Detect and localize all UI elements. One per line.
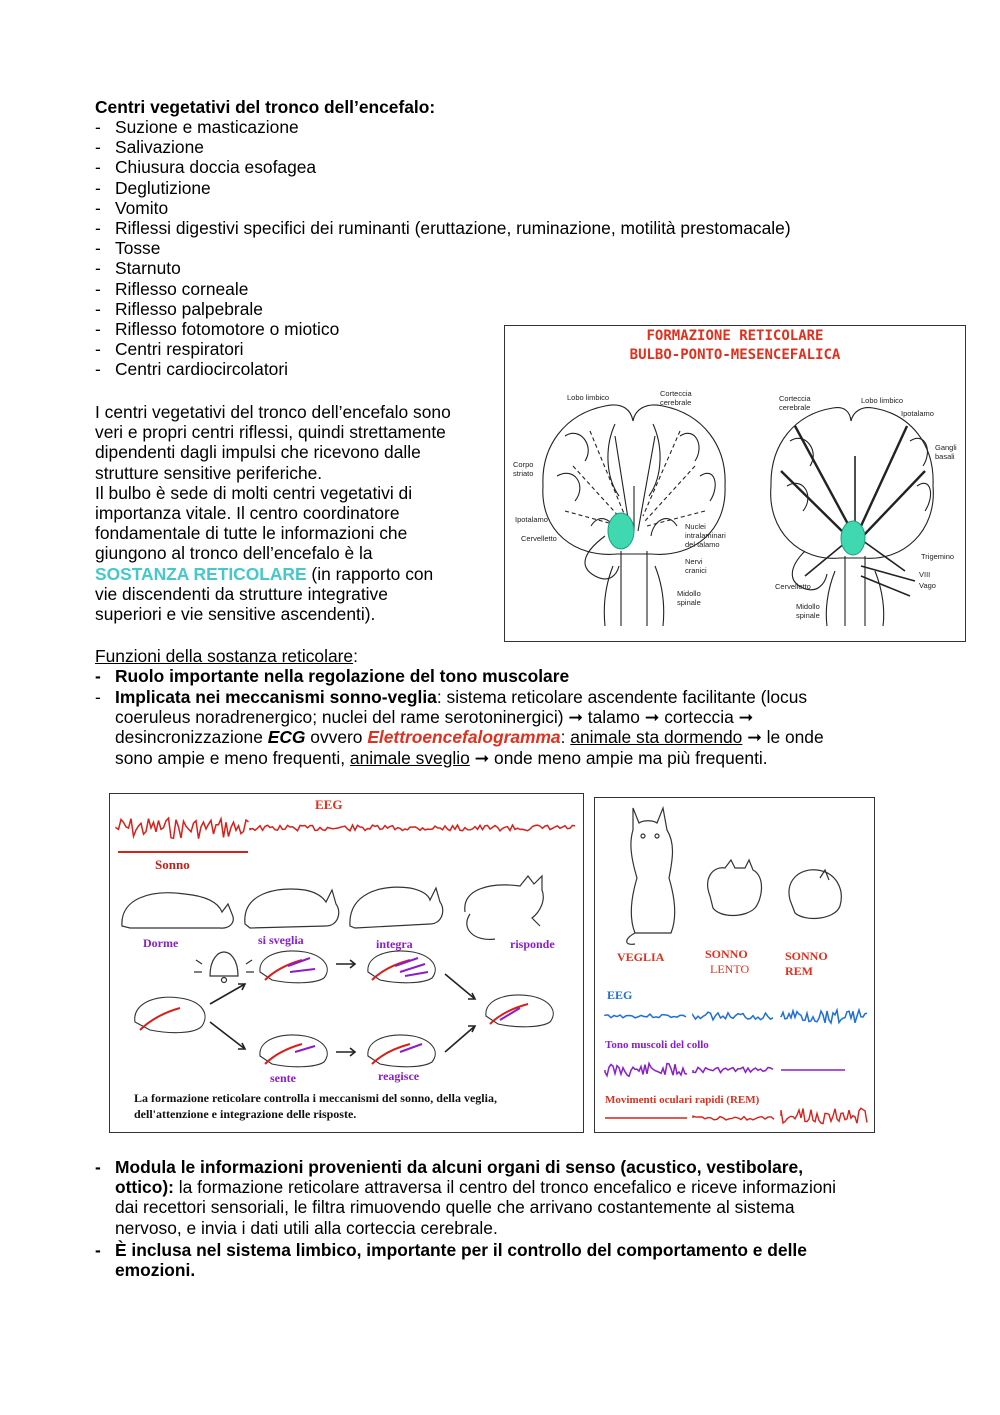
- eeg-term: Elettroencefalogramma: [367, 727, 561, 748]
- reticular-formation-diagram: [505, 326, 965, 641]
- list-item: Centri cardiocircolatori: [115, 359, 288, 380]
- svg-text:Ipotalamo: Ipotalamo: [515, 515, 548, 524]
- bullet-dash: -: [95, 218, 101, 238]
- bullet-dash: -: [95, 359, 101, 380]
- figure-reticular-formation: [504, 325, 966, 642]
- bullet-dash: -: [95, 177, 101, 198]
- figure-sleep-wake-cycle: [109, 793, 584, 1133]
- intro-paragraph: I centri vegetativi del tronco dell’encefalo sono veri e propri centri riflessi, quindi strettamente dipendenti dagli impulsi che ricevono dalle strutture sensitive periferiche. Il bulbo è sede di molti centri vegetativi di importanza vitale. Il centro coordinatore fondamentale di tutte le informazioni che giungono al tronco dell’encefalo è la SOSTANZA RETICOLARE (in rapporto con vie discendenti da strutture integrative superiori e vie sensitive ascendenti).: [95, 402, 451, 625]
- cat-stage-drawings: [627, 808, 842, 944]
- bullet-dash: -: [95, 298, 101, 319]
- svg-text:integra: integra: [376, 937, 413, 951]
- cat-drawings: [122, 876, 543, 939]
- svg-text:sente: sente: [270, 1071, 296, 1085]
- svg-text:VIII: VIII: [919, 570, 931, 579]
- bullet-dash: -: [95, 319, 101, 339]
- svg-text:Movimenti oculari rapidi (REM): Movimenti oculari rapidi (REM): [605, 1094, 760, 1106]
- list-item: Vomito: [115, 197, 169, 218]
- bullet-dash: -: [95, 1240, 101, 1260]
- bullet-dash: -: [95, 339, 101, 360]
- svg-text:EEG: EEG: [607, 988, 633, 1002]
- eeg-stage-trace: [605, 1010, 867, 1023]
- list-item: Salivazione: [115, 137, 204, 158]
- svg-text:dell'attenzione e integrazione: dell'attenzione e integrazione delle risposte.: [134, 1107, 357, 1121]
- svg-text:Lobo limbico: Lobo limbico: [567, 393, 610, 402]
- svg-text:Corpo: Corpo: [513, 460, 534, 469]
- function-tono-muscolare: Ruolo importante nella regolazione del tono muscolare: [115, 666, 570, 686]
- svg-text:LENTO: LENTO: [710, 962, 750, 976]
- svg-text:cerebrale: cerebrale: [779, 403, 811, 412]
- list-item: Starnuto: [115, 258, 181, 279]
- list-item: Riflesso corneale: [115, 278, 249, 299]
- svg-text:Dorme: Dorme: [143, 936, 179, 950]
- bullet-dash: -: [95, 258, 101, 279]
- right-reticular-nucleus: [841, 521, 865, 555]
- bullet-dash: -: [95, 157, 101, 178]
- fig1-title1: FORMAZIONE RETICOLARE: [646, 328, 824, 344]
- svg-text:Tono muscoli del collo: Tono muscoli del collo: [605, 1039, 709, 1051]
- svg-text:striato: striato: [513, 469, 534, 478]
- right-brain-drawing: [771, 408, 934, 626]
- svg-text:cranici: cranici: [685, 566, 707, 575]
- purple-pathways: [288, 958, 520, 1052]
- bullet-dash: -: [95, 687, 101, 707]
- funzioni-heading: Funzioni della sostanza reticolare:: [95, 646, 358, 666]
- list-item: Suzione e masticazione: [115, 117, 299, 137]
- red-pathways: [140, 960, 528, 1064]
- bullet-dash: -: [95, 238, 101, 259]
- svg-text:basali: basali: [935, 452, 955, 461]
- svg-text:Corteccia: Corteccia: [779, 394, 811, 403]
- function-sonno-veglia: Implicata nei meccanismi sonno-veglia: sistema reticolare ascendente facilitante (locus coeruleus noradrenergico; nuclei del rame serotoninergici) ➞ talamo ➞ corteccia ➞ desincronizzazione ECG ovvero Elettroencefalogramma: animale sta dormendo ➞ le onde sono ampie e meno frequenti, animale sveglio ➞ onde meno ampie ma più frequenti.: [115, 687, 824, 768]
- svg-text:intralaminari: intralaminari: [685, 531, 726, 540]
- list-item: Riflesso palpebrale: [115, 298, 263, 319]
- list-item: Chiusura doccia esofagea: [115, 157, 317, 178]
- sostanza-reticolare-term: SOSTANZA RETICOLARE: [95, 563, 307, 584]
- brain-sketches: [135, 951, 554, 1067]
- svg-text:risponde: risponde: [510, 937, 555, 951]
- svg-text:Midollo: Midollo: [796, 602, 820, 611]
- svg-text:Cervelletto: Cervelletto: [775, 582, 811, 591]
- svg-text:Trigemino: Trigemino: [921, 552, 955, 561]
- bullet-dash: -: [95, 197, 101, 218]
- sleep-wake-diagram: [110, 794, 583, 1132]
- bullet-dash: -: [95, 278, 101, 299]
- ecg-term: ECG: [267, 727, 306, 748]
- svg-text:reagisce: reagisce: [378, 1069, 420, 1083]
- list-item: Centri respiratori: [115, 339, 244, 360]
- section-title: Centri vegetativi del tronco dell’encefalo:: [95, 97, 436, 117]
- sleep-stages-diagram: [595, 798, 874, 1132]
- svg-text:Cervelletto: Cervelletto: [521, 534, 557, 543]
- bell-icon: [194, 952, 254, 983]
- tono-trace: [605, 1064, 845, 1077]
- svg-text:spinale: spinale: [796, 611, 820, 620]
- bullet-dash: -: [95, 1157, 101, 1177]
- svg-text:Midollo: Midollo: [677, 589, 701, 598]
- list-item: Riflessi digestivi specifici dei ruminanti (eruttazione, ruminazione, motilità prestomacale): [115, 218, 791, 238]
- rem-trace: [605, 1108, 867, 1123]
- svg-text:cerebrale: cerebrale: [660, 398, 692, 407]
- svg-text:Ipotalamo: Ipotalamo: [901, 409, 934, 418]
- function-modula-sensi: Modula le informazioni provenienti da alcuni organi di senso (acustico, vestibolare, ottico): la formazione reticolare attraversa il centro del tronco encefalico e riceve informazioni dai recettori sensoriali, le filtra rimuovendo quelle che arrivano costantemente al sistema nervoso, e invia i dati utili alla corteccia cerebrale.: [115, 1157, 837, 1238]
- svg-text:spinale: spinale: [677, 598, 701, 607]
- svg-text:Nervi: Nervi: [685, 557, 703, 566]
- list-item: Deglutizione: [115, 177, 211, 198]
- svg-text:del talamo: del talamo: [685, 540, 720, 549]
- svg-text:Nuclei: Nuclei: [685, 522, 706, 531]
- svg-text:SONNO: SONNO: [705, 947, 748, 961]
- flow-arrows: [210, 960, 475, 1056]
- list-item: Tosse: [115, 238, 161, 259]
- figure-sleep-stages: [594, 797, 875, 1133]
- svg-text:Sonno: Sonno: [155, 857, 190, 872]
- svg-text:si sveglia: si sveglia: [258, 933, 304, 947]
- eeg-trace: [116, 818, 575, 839]
- bullet-dash: -: [95, 137, 101, 158]
- svg-text:EEG: EEG: [315, 797, 343, 812]
- left-reticular-nucleus: [608, 513, 634, 549]
- function-sistema-limbico: È inclusa nel sistema limbico, importante per il controllo del comportamento e delle emozioni.: [115, 1240, 807, 1281]
- svg-text:Lobo limbico: Lobo limbico: [861, 396, 904, 405]
- fig1-title2: BULBO-PONTO-MESENCEFALICA: [629, 347, 841, 363]
- bullet-dash: -: [95, 666, 101, 686]
- svg-text:SONNO: SONNO: [785, 949, 828, 963]
- svg-text:Vago: Vago: [919, 581, 936, 590]
- svg-text:REM: REM: [785, 964, 813, 978]
- svg-text:La formazione reticolare contr: La formazione reticolare controlla i meccanismi del sonno, della veglia,: [134, 1091, 497, 1105]
- list-item: Riflesso fotomotore o miotico: [115, 319, 340, 339]
- svg-text:Gangli: Gangli: [935, 443, 957, 452]
- bullet-dash: -: [95, 117, 101, 137]
- svg-text:Corteccia: Corteccia: [660, 389, 692, 398]
- svg-text:VEGLIA: VEGLIA: [617, 950, 665, 964]
